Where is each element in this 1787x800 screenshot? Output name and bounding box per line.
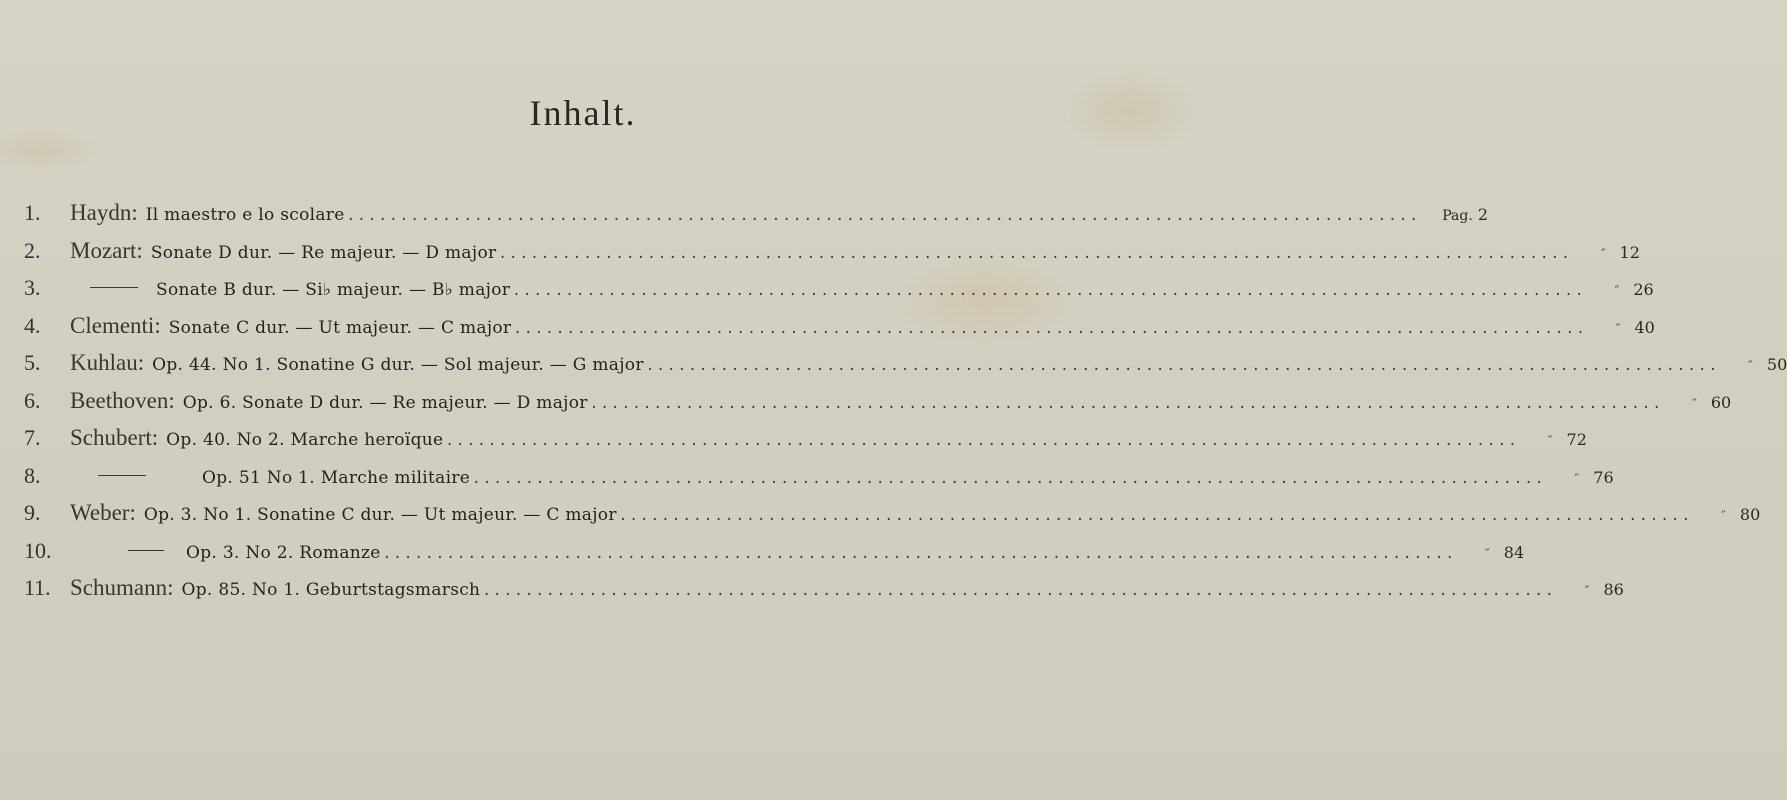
entry-composer: Mozart: bbox=[70, 237, 143, 263]
ditto-mark: ″ bbox=[1600, 246, 1606, 262]
ditto-mark: ″ bbox=[1691, 396, 1697, 412]
entry-number: 2. bbox=[24, 237, 41, 263]
toc-entry bbox=[24, 387, 1732, 426]
dot-leader: ..................................................................................................... bbox=[618, 508, 1693, 524]
entry-composer: Beethoven: bbox=[70, 387, 175, 413]
toc-entry bbox=[24, 537, 1525, 576]
entry-number: 10. bbox=[24, 537, 52, 563]
entry-page bbox=[1426, 205, 1488, 224]
entry-work: Op. 3. No 1. Sonatine C dur. — Ut majeur. — C major bbox=[143, 505, 617, 525]
toc-entry bbox=[24, 462, 1614, 501]
entry-number: 7. bbox=[24, 425, 41, 450]
entry-composer: Weber: bbox=[70, 500, 136, 525]
entry-number: 9. bbox=[24, 500, 41, 525]
entry-number: 8. bbox=[24, 462, 41, 488]
dot-leader: ..................................................................................................... bbox=[382, 545, 1457, 562]
toc-entry bbox=[24, 575, 1624, 613]
page-number: 80 bbox=[1739, 505, 1761, 524]
entry-work: Op. 85. No 1. Geburtstagsmarsch bbox=[181, 580, 481, 600]
entry-page bbox=[1669, 393, 1731, 412]
entry-work: Op. 3. No 2. Romanze bbox=[186, 542, 381, 563]
entry-number: 11. bbox=[24, 575, 51, 600]
entry-page bbox=[1592, 280, 1654, 299]
entry-page bbox=[1562, 580, 1624, 599]
entry-page bbox=[1725, 355, 1787, 374]
entry-work: Op. 40. No 2. Marche heroïque bbox=[166, 430, 444, 450]
dot-leader: ..................................................................................................... bbox=[512, 283, 1586, 299]
entry-page bbox=[1593, 318, 1655, 337]
toc-entry bbox=[24, 200, 1489, 238]
entry-work: Sonate D dur. — Re majeur. — D major bbox=[150, 242, 497, 263]
entry-page bbox=[1698, 505, 1760, 524]
dot-leader: ..................................................................................................... bbox=[645, 358, 1720, 374]
ditto-mark: ″ bbox=[1748, 359, 1753, 374]
toc-entry bbox=[24, 350, 1787, 388]
dot-leader: ..................................................................................................... bbox=[513, 320, 1587, 337]
entry-composer: Clementi: bbox=[70, 312, 161, 338]
entry-number: 5. bbox=[24, 350, 41, 375]
toc-entry bbox=[24, 275, 1654, 313]
ditto-dash bbox=[128, 550, 164, 551]
page-prefix: Pag. bbox=[1442, 208, 1473, 224]
page-number: 26 bbox=[1633, 280, 1654, 299]
page-number: 12 bbox=[1619, 242, 1640, 262]
page-number: 84 bbox=[1503, 542, 1525, 562]
page-number: 76 bbox=[1593, 467, 1614, 487]
entry-work: Il maestro e lo scolare bbox=[145, 205, 345, 225]
ditto-mark: ″ bbox=[1484, 546, 1490, 562]
dot-leader: ..................................................................................................... bbox=[482, 583, 1556, 599]
table-of-contents bbox=[24, 200, 1787, 613]
entry-composer: Haydn: bbox=[70, 200, 138, 225]
dot-leader: ..................................................................................................... bbox=[498, 245, 1572, 262]
page-number: 50 bbox=[1766, 355, 1787, 374]
page-number: 40 bbox=[1634, 317, 1655, 337]
ditto-mark: ″ bbox=[1574, 471, 1580, 487]
ditto-dash bbox=[90, 287, 138, 288]
entry-composer: Schubert: bbox=[70, 425, 159, 450]
entry-page bbox=[1462, 543, 1524, 562]
entry-number: 1. bbox=[24, 200, 41, 225]
entry-number: 3. bbox=[24, 275, 41, 300]
page-number: 86 bbox=[1603, 580, 1624, 599]
entry-number: 6. bbox=[24, 387, 41, 413]
entry-composer: Schumann: bbox=[70, 575, 174, 600]
page-number: 60 bbox=[1710, 392, 1732, 412]
ditto-mark: ″ bbox=[1547, 434, 1553, 449]
toc-entry bbox=[24, 425, 1587, 463]
dot-leader: ..................................................................................................... bbox=[445, 433, 1519, 449]
ditto-mark: ″ bbox=[1721, 509, 1726, 524]
entry-page bbox=[1552, 468, 1614, 487]
entry-work: Sonate C dur. — Ut majeur. — C major bbox=[168, 317, 512, 338]
entry-number: 4. bbox=[24, 312, 41, 338]
page-number: 2 bbox=[1477, 205, 1489, 224]
toc-entry bbox=[24, 312, 1655, 351]
ditto-mark: ″ bbox=[1584, 584, 1590, 599]
ditto-mark: ″ bbox=[1614, 284, 1620, 299]
toc-entry bbox=[24, 500, 1761, 538]
ditto-mark: ″ bbox=[1615, 321, 1621, 337]
entry-page bbox=[1525, 430, 1587, 449]
dot-leader: ..................................................................................................... bbox=[472, 470, 1546, 487]
toc-entry bbox=[24, 237, 1640, 276]
page-title: Inhalt. bbox=[529, 93, 637, 133]
dot-leader: ..................................................................................................... bbox=[346, 208, 1421, 224]
entry-work: Op. 6. Sonate D dur. — Re majeur. — D major bbox=[182, 392, 588, 413]
entry-work: Op. 44. No 1. Sonatine G dur. — Sol majeur. — G major bbox=[152, 355, 644, 375]
entry-work: Sonate B dur. — Si♭ majeur. — B♭ major bbox=[156, 280, 511, 300]
ditto-dash bbox=[98, 475, 146, 476]
dot-leader: ..................................................................................................... bbox=[589, 395, 1664, 412]
entry-page bbox=[1578, 243, 1640, 262]
entry-composer: Kuhlau: bbox=[70, 350, 145, 375]
entry-work: Op. 51 No 1. Marche militaire bbox=[202, 467, 471, 488]
page-number: 72 bbox=[1566, 430, 1587, 449]
